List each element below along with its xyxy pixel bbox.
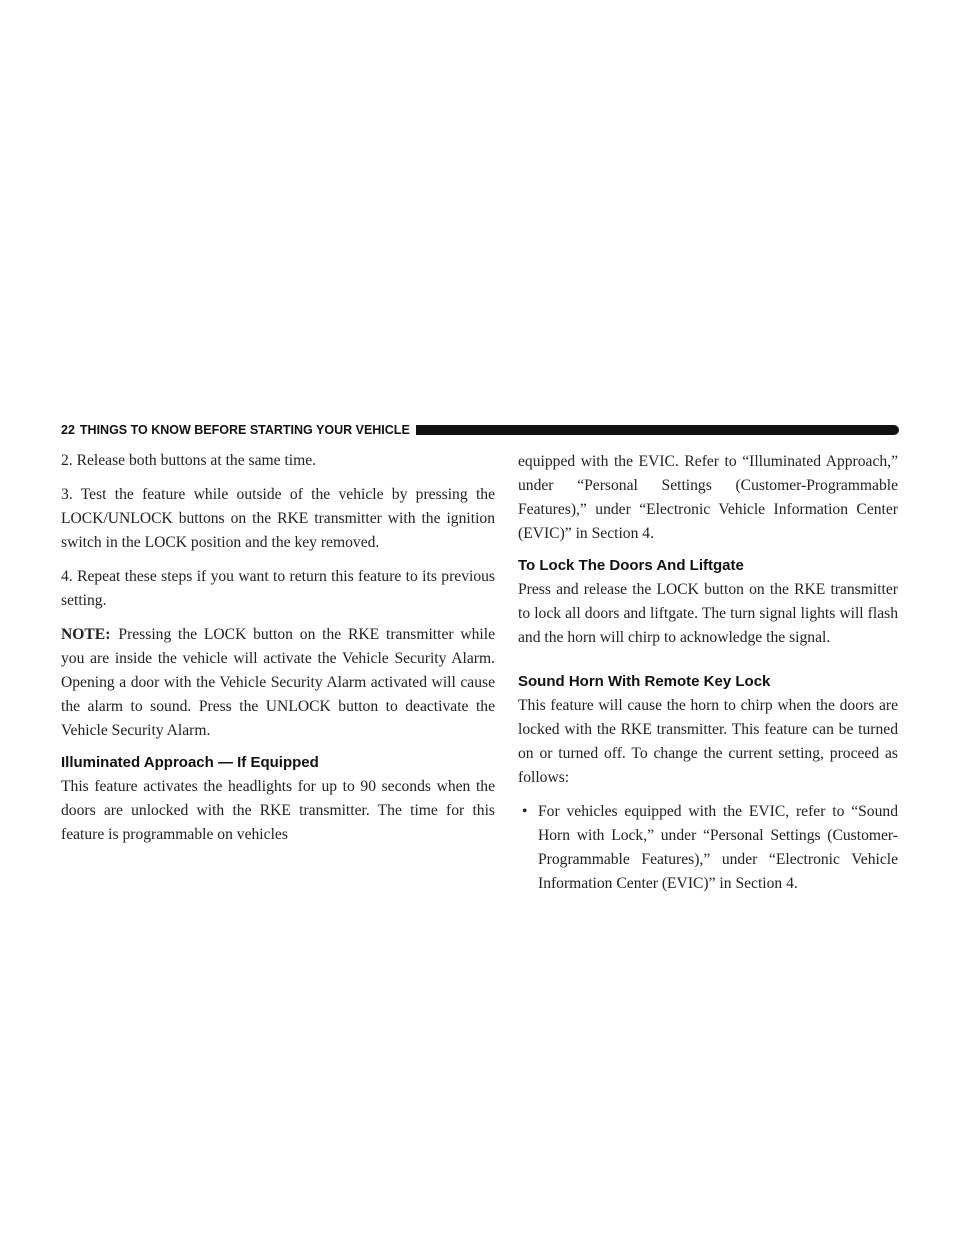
step-2-paragraph: 2. Release both buttons at the same time. [61, 452, 317, 469]
page-number: 22 [61, 423, 75, 437]
left-column [61, 449, 495, 847]
illuminated-approach-paragraph: This feature activates the headlights for up to 90 seconds when the doors are unlocked with the RKE transmitter. The time for this feature is programmable on vehicles [61, 778, 495, 843]
page-header [61, 420, 899, 440]
note-label: NOTE: [61, 626, 111, 643]
right-column [518, 450, 898, 896]
step-4-paragraph: 4. Repeat these steps if you want to return this feature to its previous setting. [61, 568, 495, 609]
section-title: THINGS TO KNOW BEFORE STARTING YOUR VEHICLE [79, 423, 410, 437]
bullet-text: For vehicles equipped with the EVIC, refer to “Sound Horn with Lock,” under “Personal Settings (Customer-Programmable Features),” under “Electronic Vehicle Information Center (EVIC)” in Section 4. [538, 803, 898, 892]
bullet-icon: • [522, 803, 528, 820]
continued-paragraph: equipped with the EVIC. Refer to “Illuminated Approach,” under “Personal Settings (Customer-Programmable Features),” under “Electronic Vehicle Information Center (EVIC)” in Section 4. [518, 453, 898, 542]
sound-horn-paragraph: This feature will cause the horn to chirp when the doors are locked with the RKE transmitter. This feature can be turned on or turned off. To change the current setting, proceed as follows: [518, 697, 898, 786]
lock-doors-paragraph: Press and release the LOCK button on the RKE transmitter to lock all doors and liftgate. The turn signal lights will flash and the horn will chirp to acknowledge the signal. [518, 581, 898, 646]
header-rule [416, 425, 899, 435]
heading-lock-doors: To Lock The Doors And Liftgate [518, 557, 744, 574]
note-text: Pressing the LOCK button on the RKE transmitter while you are inside the vehicle will activate the Vehicle Security Alarm. Opening a door with the Vehicle Security Alarm activated will cause the alarm to sound. Press the UNLOCK button to deactivate the Vehicle Security Alarm. [61, 626, 495, 739]
step-3-paragraph: 3. Test the feature while outside of the vehicle by pressing the LOCK/UNLOCK buttons on the RKE transmitter with the ignition switch in the LOCK position and the key removed. [61, 486, 495, 551]
list-item [518, 800, 898, 896]
heading-illuminated-approach: Illuminated Approach — If Equipped [61, 754, 319, 771]
heading-sound-horn: Sound Horn With Remote Key Lock [518, 673, 771, 690]
note-paragraph [61, 623, 495, 743]
